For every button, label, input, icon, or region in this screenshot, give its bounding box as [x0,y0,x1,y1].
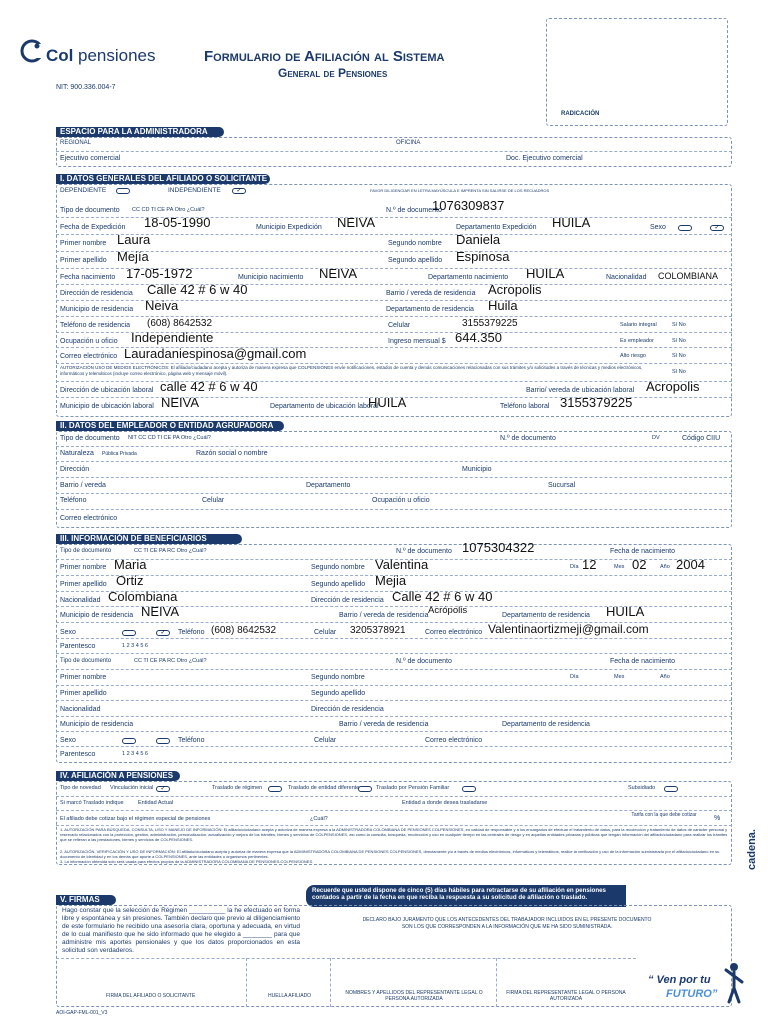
segundo-apellido-label: Segundo apellido [388,257,443,264]
sucursal-label: Sucursal [548,482,576,489]
traslado-reg-checkbox[interactable] [268,786,282,792]
ben1-primer-apellido-label: Primer apellido [60,581,107,588]
autorizacion-1: 1. AUTORIZACIÓN PARA BÚSQUEDA, CONSULTA, USO Y MANEJO DE INFORMACIÓN: El afiliado/ciudadano acepta y autoriza de manera expresa a la ADMINISTRADORA COLOMBIANA DE PENSIONES COLPENSIONES, en calidad de responsable y a los encargados de efectuar el tratamiento de datos, para la recolección y tratamiento de datos de carácter personal y reservado relacionados con la protección, gestión, administración, personalización, actualización y mejora de los trámites, bienes y servicios de COLPENSIONES, así como la consulta, búsqueda, recolección y uso en cualquier tiempo en las centrales de riesgo y en aquellas entidades privadas y públicas que tengan información del afiliado/ciudadano para realizar los trámites que se refieran a las prestaciones, bienes y servicios de COLPENSIONES. [60,827,728,842]
mun-lab-label: Municipio de ubicación laboral [60,403,154,410]
ben2-dia-label: Día [570,674,579,680]
emp-direccion-label: Dirección [60,466,90,473]
dep-res-label: Departamento de residencia [386,306,474,313]
ben1-sexo-label: Sexo [60,629,76,636]
person-icon [724,962,744,1004]
ben2-primer-apellido-label: Primer apellido [60,690,107,697]
ben2-celular-label: Celular [314,737,337,744]
favor-note: FAVOR DILIGENCIAR EN LETRA MAYÚSCULA E IMPRENTA SIN SALIRSE DE LOS RECUADROS [370,188,550,193]
ben1-nacionalidad-value[interactable]: Colombianа [108,589,178,604]
ben1-segundo-apellido-label: Segundo apellido [311,581,366,588]
independiente-label: INDEPENDIENTE [168,187,221,194]
dependiente-checkbox[interactable] [116,188,130,194]
alto-riesgo-label: Alto riesgo [620,353,646,359]
segundo-nombre-value[interactable]: Daniela [456,232,501,247]
barrio-value[interactable]: Acropolis [488,282,542,297]
ingreso-label: Ingreso mensual $ [388,338,446,345]
dep-exp-value[interactable]: HUILA [552,215,591,230]
form-subtitle: General de Pensiones [278,66,388,80]
pct-label: % [714,815,721,822]
ben1-mun-res-label: Municipio de residencia [60,612,134,619]
oficina-label: OFICINA [396,140,421,146]
barrio-label: Barrio / vereda de residencia [386,290,476,297]
regimen-label: El afiliado debe cotizar bajo el régimen especial de pensiones [60,816,211,822]
emp-departamento-label: Departamento [306,482,351,489]
fecha-exp-value[interactable]: 18-05-1990 [144,215,211,230]
ben1-nacionalidad-label: Nacionalidad [60,597,101,604]
ejecutivo-label: Ejecutivo comercial [60,155,121,162]
divider [56,700,732,701]
ben1-telefono-value[interactable]: (608) 8642532 [211,625,277,636]
ben1-dir-res-label: Dirección de residencia [311,597,384,604]
ben2-sexo-f-checkbox[interactable] [156,738,170,744]
divider [246,958,247,1007]
cual-label: ¿Cuál? [310,816,328,822]
ben2-fecha-nac-label: Fecha de nacimiento [610,658,675,665]
ben1-celular-label: Celular [314,629,337,636]
divider [496,958,497,1007]
ben1-primer-nombre-label: Primer nombre [60,564,107,571]
divider [56,446,732,447]
ben2-sexo-m-checkbox[interactable] [122,738,136,744]
ben1-dep-res-label: Departamento de residencia [502,612,590,619]
nombres-rep-label: NOMBRES Y APELLIDOS DEL REPRESENTANTE LEGAL O PERSONA AUTORIZADA [345,990,483,1002]
ben1-tipo-doc-label: Tipo de documento [60,548,112,554]
divider [56,151,732,152]
ben1-barrio-value[interactable]: Acrópolis [428,605,468,616]
autorizacion-3: 3. La información obtenida solo será usada para efectos propios de la ADMINISTRADORA COLOMBIANA DE PENSIONES-COLPENSIONES. [60,859,314,864]
section1-header: I. DATOS GENERALES DEL AFILIADO O SOLICITANTE [56,174,270,184]
mun-nac-label: Municipio nacimiento [238,274,304,281]
ano-label: Año [660,564,670,570]
segundo-apellido-value[interactable]: Espinosa [456,249,510,264]
ben1-dep-res-value[interactable]: HUILA [606,604,645,619]
traslado-pen-checkbox[interactable] [462,786,476,792]
divider [56,381,732,382]
correo-label: Correo electrónico [60,353,118,360]
emp-tipo-doc-label: Tipo de documento [60,435,120,442]
traslado-ent-label: Traslado de entidad diferente [288,785,360,791]
divider [56,509,732,510]
autorizacion-medios: AUTORIZACIÓN USO DE MEDIOS ELECTRÓNICOS: El afiliado/ciudadano acepta y autoriza de manera expresa que COLPENSIONES envíe notificaciones, estados de cuenta y demás comunicaciones relacionadas con sus trámites y/o solicitudes a través de técnicas y medios electrónicos, informáticos y telemáticos (incluye correo electrónico, página web y mensaje móvil). [60,365,643,376]
ben1-parentesco-label: Parentesco [60,643,96,650]
ocupacion-label: Ocupación u oficio [60,338,118,345]
barrio-lab-label: Barrio/ vereda de ubicación laboral [526,387,635,394]
divider [56,746,732,747]
divider [56,251,732,252]
primer-nombre-value[interactable]: Laura [117,232,151,247]
ben2-dep-res-label: Departamento de residencia [502,721,590,728]
tipo-doc-label: Tipo de documento [60,207,120,214]
divider [56,825,732,826]
divider [56,653,732,654]
divider [56,461,732,462]
tipo-doc-options[interactable]: CC CD TI CE PA Otro ¿Cuál? [132,207,205,213]
ben2-segundo-apellido-label: Segundo apellido [311,690,366,697]
ben1-barrio-label: Barrio / vereda de residencia [339,612,429,619]
emp-tipo-doc-options[interactable]: NIT CC CD TI CE PA Otro ¿Cuál? [128,435,211,441]
empleador-sino[interactable]: Sí No [672,338,686,344]
ben1-sexo-f-checkbox[interactable] [156,630,170,636]
huella-label: HUELLA AFILIADO [268,993,312,999]
dia-label: Día [570,564,579,570]
dep-res-value[interactable]: Huila [488,298,518,313]
subsidiado-label: Subsidiado [628,785,656,791]
logo-col: Col [46,46,74,65]
correo-value[interactable]: Lauradaniespinosa@gmail.com [124,346,307,361]
mun-exp-value[interactable]: NEIVA [337,215,376,230]
divider [56,716,732,717]
tel-lab-value[interactable]: 3155379225 [560,395,633,410]
hago-constar-text: Hago constar que la selección de Régimen __________ la he efectuado en forma libre y espontánea y sin presiones. También declaro que previo al diligenciamiento de este formulario he recibido una asesoría clara, oportuna y adecuada, en virtud de lo cual manifiesto que he sido informado que he elegido a ________ para que administre mis aportes pensionales y que los datos proporcionados en esta solicitud son verdaderos. [62,907,300,954]
ben2-mes-label: Mes [614,674,625,680]
section2-header: II. DATOS DEL EMPLEADOR O ENTIDAD AGRUPADORA [56,421,284,431]
section4-header: IV. AFILIACIÓN A PENSIONES [56,771,180,781]
dir-lab-label: Dirección de ubicación laboral [60,387,154,394]
ben1-telefono-label: Teléfono [178,629,205,636]
ben2-parentesco-label: Parentesco [60,751,96,758]
divider [56,731,732,732]
alto-riesgo-sino[interactable]: Sí No [672,353,686,359]
declaro-text: DECLARO BAJO JURAMENTO QUE LOS ANTECEDENTES DEL TRABAJADOR INCLUIDOS EN EL PRESENTE DOCUMENTO SON LOS QUE CORRESPONDEN A LA INFORMACIÓN QUE ME HA SIDO SUMINISTRADA. [362,917,652,930]
radicacion-box [546,18,728,126]
ben2-nro-doc-label: N.º de documento [396,658,452,665]
primer-apellido-label: Primer apellido [60,257,107,264]
tel-res-value[interactable]: (608) 8642532 [147,318,213,329]
dep-exp-label: Departamento Expedición [456,224,537,231]
sexo-label: Sexo [650,224,666,231]
divider [56,234,732,235]
emp-telefono-label: Teléfono [60,497,87,504]
firma-afiliado-label: FIRMA DEL AFILIADO O SOLICITANTE [106,993,196,999]
dir-res-value[interactable]: Calle 42 # 6 w 40 [147,282,248,297]
divider [56,669,732,670]
ben2-segundo-nombre-label: Segundo nombre [311,674,365,681]
sexo-f-checkbox[interactable] [710,225,724,231]
emp-nro-doc-label: N.º de documento [500,435,556,442]
ben1-segundo-apellido-value[interactable]: Mejia [375,573,407,588]
ben1-primer-apellido-value[interactable]: Ortiz [116,573,144,588]
divider [56,958,636,959]
ben1-correo-value[interactable]: Valentinaortizmeji@gmail.com [488,622,649,636]
ben1-primer-nombre-value[interactable]: Maria [114,557,147,572]
section3-header: III. INFORMACIÓN DE BENEFICIARIOS [56,534,242,544]
ocupacion-value[interactable]: Independiente [131,330,214,345]
aviso-retracto: Recuerde que usted dispone de cinco (5) días hábiles para retractarse de su afiliación en pensiones contados a partir de la fecha en que reciba la respuesta a su solicitud de afiliación o traslado. [306,885,626,907]
marco-label: Si marcó Traslado indique [60,800,124,806]
razon-label: Razón social o nombre [196,450,268,457]
salario-sino[interactable]: Sí No [672,322,686,328]
dir-res-label: Dirección de residencia [60,290,133,297]
emp-celular-label: Celular [202,497,225,504]
fecha-nac-label: Fecha nacimiento [60,274,116,281]
mun-lab-value[interactable]: NEIVA [161,395,200,410]
ben2-telefono-label: Teléfono [178,737,205,744]
primer-apellido-value[interactable]: Mejía [117,249,149,264]
dep-lab-label: Departamento de ubicación laboral [270,403,379,410]
mun-exp-label: Municipio Expedición [256,224,322,231]
form-title: Formulario de Afiliación al Sistema [204,48,445,65]
salario-label: Salario integral [620,322,657,328]
vinculacion-label: Vinculación inicial [110,785,154,791]
nacionalidad-label: Nacionalidad [606,274,647,281]
ben1-tipo-doc-options[interactable]: CC TI CE PA RC Otro ¿Cuál? [134,548,207,554]
celular-label: Celular [388,322,411,329]
ben1-correo-label: Correo electrónico [425,629,483,636]
mes-label: Mes [614,564,625,570]
admin-header: ESPACIO PARA LA ADMINISTRADORA [56,127,224,137]
cadena-logo: cadena. [746,829,758,870]
primer-nombre-label: Primer nombre [60,240,107,247]
celular-value[interactable]: 3155379225 [462,318,518,329]
subsidiado-checkbox[interactable] [664,786,678,792]
sexo-m-checkbox[interactable] [678,225,692,231]
ben1-dir-res-value[interactable]: Calle 42 # 6 w 40 [392,589,493,604]
logo-c-icon [20,38,46,64]
ano-value[interactable]: 2004 [676,557,705,572]
firma-rep-label: FIRMA DEL REPRESENTANTE LEGAL O PERSONA AUTORIZADA [506,990,626,1002]
regional-label: REGIONAL [60,140,92,146]
fecha-nac-value[interactable]: 17-05-1972 [126,266,193,281]
dep-nac-value[interactable]: HUILA [526,266,565,281]
ben1-nro-doc-label: N.º de documento [396,548,452,555]
fecha-exp-label: Fecha de Expedición [60,224,126,231]
dep-lab-value[interactable]: HUILA [368,395,407,410]
ben2-primer-nombre-label: Primer nombre [60,674,107,681]
dv-label: DV [652,435,660,441]
vinculacion-checkbox[interactable] [156,786,170,792]
entidad-destino-label: Entidad a donde desea trasladarse [402,800,488,806]
ben2-sexo-label: Sexo [60,737,76,744]
traslado-ent-checkbox[interactable] [358,786,372,792]
ingreso-value[interactable]: 644.350 [455,330,502,345]
ben1-parentesco-options[interactable]: 1 2 3 4 5 6 [122,643,148,649]
nacionalidad-value[interactable]: COLOMBIANA [658,271,719,281]
section5-header: V. FIRMAS [56,895,116,905]
ben2-correo-label: Correo electrónico [425,737,483,744]
traslado-pen-label: Traslado por Pensión Familiar [376,785,450,791]
divider [56,796,732,797]
ben2-ano-label: Año [660,674,670,680]
divider [56,810,732,811]
independiente-checkbox[interactable] [232,188,246,194]
divider [56,493,732,494]
doc-ejecutivo-label: Doc. Ejecutivo comercial [506,155,583,162]
autorizacion-2: 2. AUTORIZACIÓN, VERIFICACIÓN Y USO DE INFORMACIÓN: El afiliado/ciudadano acepta y autoriza de manera expresa que la ADMINISTRADORA COLOMBIANA DE PENSIONES COLPENSIONES, directamente y/o a través de medios electrónicos, informáticos y telemáticos, realice la verificación y uso de la información suministrada por el afiliado/ciudadano en su documento de identidad y en los demás que aporte a COLPENSIONES, ante las entidades u organismos pertinentes. [60,849,720,859]
tel-res-label: Teléfono de residencia [60,322,131,329]
dependiente-label: DEPENDIENTE [60,187,107,194]
segundo-nombre-label: Segundo nombre [388,240,442,247]
ciiu-label: Código CIIU [682,435,721,442]
form-code: AOI-GAP-FML-001_V3 [56,1010,108,1016]
ben1-nro-doc-value[interactable]: 1075304322 [462,540,535,555]
ben2-dir-res-label: Dirección de residencia [311,706,384,713]
autorizacion-sino[interactable]: Sí No [672,369,686,375]
divider [56,685,732,686]
nit: NIT: 900.336.004-7 [56,84,116,91]
entidad-actual-label: Entidad Actual [138,800,174,806]
slogan-line2: FUTURO” [666,988,718,1000]
ben1-sexo-m-checkbox[interactable] [122,630,136,636]
divider [56,316,732,317]
ben2-parentesco-options[interactable]: 1 2 3 4 5 6 [122,751,148,757]
ben2-tipo-doc-options[interactable]: CC TI CE PA RC Otro ¿Cuál? [134,658,207,664]
tipo-novedad-label: Tipo de novedad [60,785,101,791]
radicacion-label: RADICACIÓN [561,111,600,117]
naturaleza-options[interactable]: Pública Privada [102,451,137,457]
ben1-fecha-nac-label: Fecha de nacimiento [610,548,675,555]
ben2-tipo-doc-label: Tipo de documento [60,658,112,664]
dia-value[interactable]: 12 [582,557,597,572]
divider [56,363,732,364]
mun-nac-value[interactable]: NEIVA [319,266,358,281]
naturaleza-label: Naturaleza [60,450,94,457]
ben2-mun-res-label: Municipio de residencia [60,721,134,728]
logo-pensiones: pensiones [78,46,156,65]
tarifa-label: Tarifa con la que debe cotizar [631,812,697,818]
divider [330,958,331,1007]
dir-lab-value[interactable]: calle 42 # 6 w 40 [160,379,258,394]
dep-nac-label: Departamento nacimiento [428,274,509,281]
divider [56,638,732,639]
tel-lab-label: Teléfono laboral [500,403,550,410]
traslado-reg-label: Traslado de régimen [212,785,263,791]
ben1-mun-res-value[interactable]: NEIVA [141,604,180,619]
ben2-barrio-label: Barrio / vereda de residencia [339,721,429,728]
admin-box [56,137,732,167]
divider [56,477,732,478]
mun-res-value[interactable]: Neiva [145,298,179,313]
mes-value[interactable]: 02 [632,557,647,572]
ben1-segundo-nombre-value[interactable]: Valentina [375,557,429,572]
nro-doc-label: N.º de documento [386,207,442,214]
slogan-line1: “ Ven por tu [648,974,711,986]
nro-doc-value[interactable]: 1076309837 [432,198,505,213]
ben1-celular-value[interactable]: 3205378921 [350,625,406,636]
emp-municipio-label: Municipio [462,466,492,473]
barrio-lab-value[interactable]: Acropolis [646,379,700,394]
mun-res-label: Municipio de residencia [60,306,134,313]
ben1-segundo-nombre-label: Segundo nombre [311,564,365,571]
emp-correo-label: Correo electrónico [60,515,118,522]
ben2-nacionalidad-label: Nacionalidad [60,706,101,713]
emp-ocupacion-label: Ocupación u oficio [372,497,430,504]
emp-barrio-label: Barrio / vereda [60,482,106,489]
empleador-label: Es empleador [620,338,654,344]
